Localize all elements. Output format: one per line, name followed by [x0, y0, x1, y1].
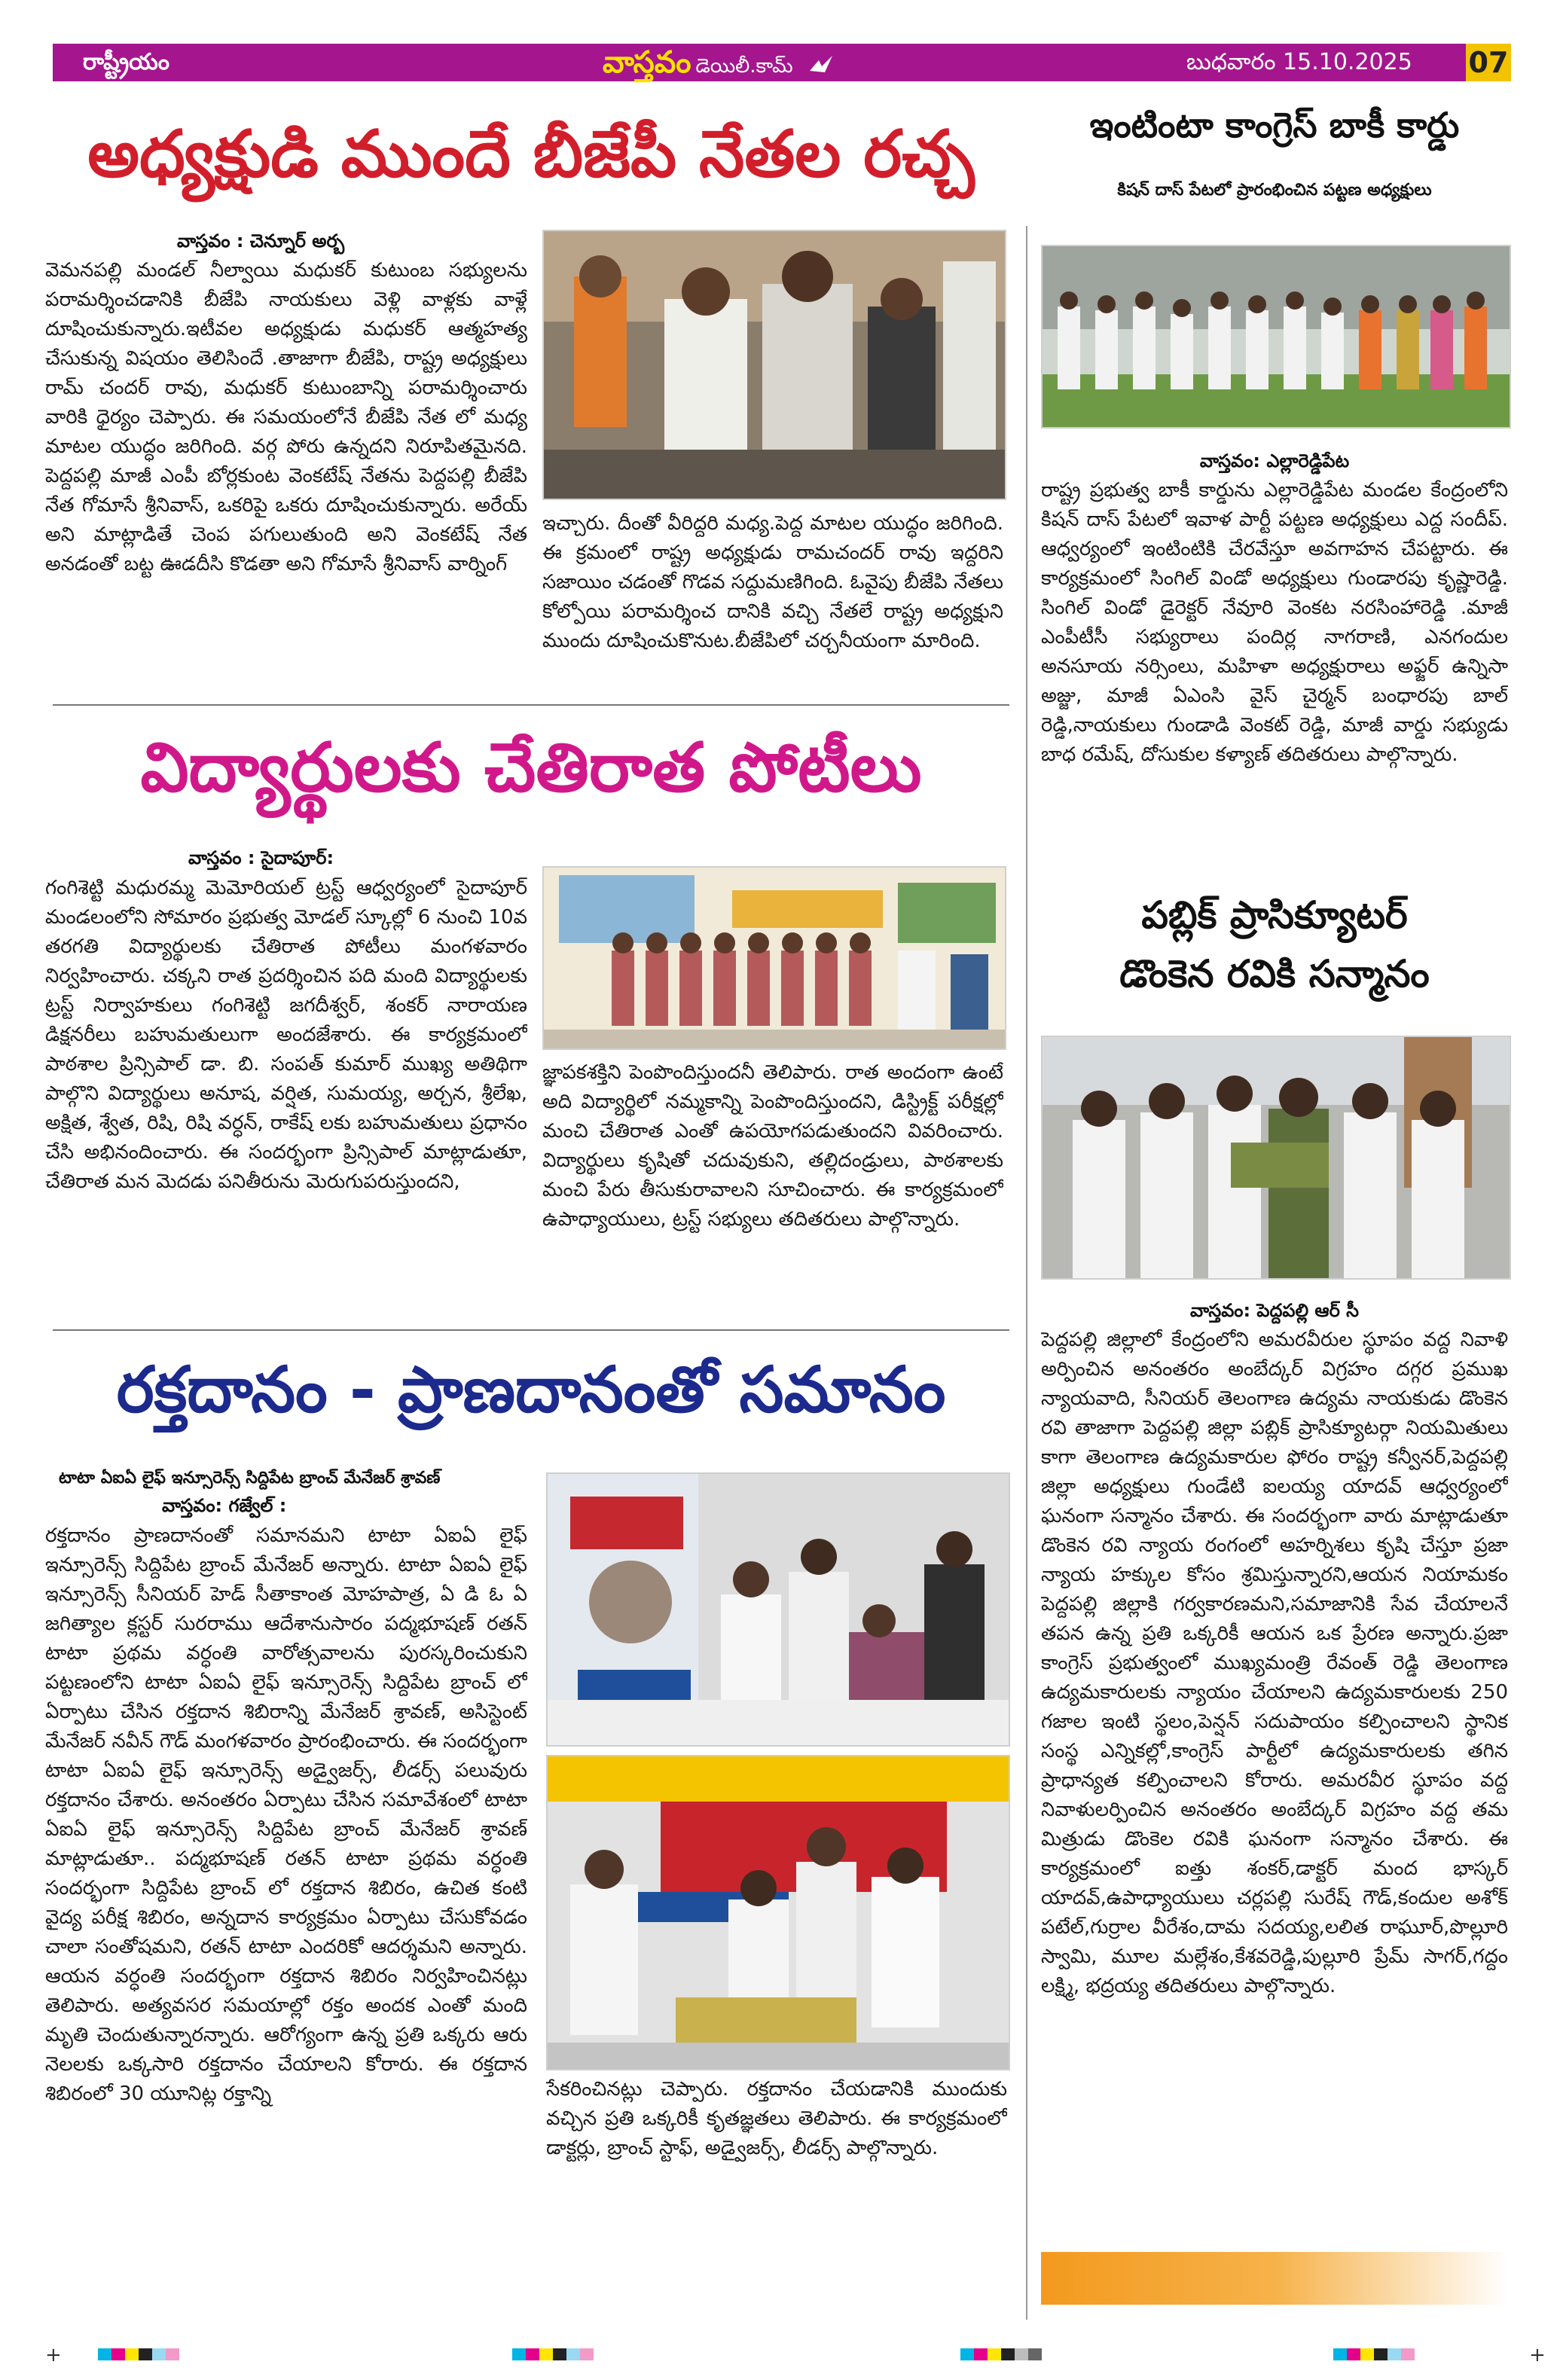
- story1-photo: [542, 230, 1006, 500]
- story4-body: రాష్ట్ర ప్రభుత్వ బాకీ కార్డును ఎల్లారెడ్డిపేట మండల కేంద్రంలోని కిషన్ దాస్ పేటలో ఇవాళ పార్టీ పట్టణ అధ్యక్షులు ఎద్ద సందీప్. ఆధ్వర్యంలో ఇంటింటికి చేరవేస్తూ అవగాహన చేపట్టారు. ఈ కార్యక్రమంలో సింగిల్ విండో అధ్యక్షులు గుండారపు కృష్ణారెడ్డి. సింగిల్ విండో డైరెక్టర్ నేవూరి వెంకట నరసింహారెడ్డి .మాజీ ఎంపీటీసీ సభ్యురాలు పందిర్ల నాగరాణి, ఎనగందుల అనసూయ నర్సింలు, మహిళా అధ్యక్షురాలు అఫ్జర్ ఉన్నిసా అజ్జు, మాజీ ఏఎంసి వైస్ చైర్మన్ బంధారపు బాల్ రెడ్డి,నాయకులు గుండాడి వెంకట్ రెడ్డి, మాజీ వార్డు సభ్యుడు బాధ రమేష్, దోసుకుల కళ్యాణ్ తదితరులు పాల్గొన్నారు.: [1041, 479, 1508, 766]
- story1-body-left: వెమనపల్లి మండల్ నీల్వాయి మధుకర్ కుటుంబ సభ్యులను పరామర్శించడానికి బీజేపి నాయకులు వెళ్లి వాళ్లకు వాళ్లే దూషించుకున్నారు.ఇటీవల అధ్యక్షుడు మధుకర్ ఆత్మహత్య చేసుకున్న విషయం తెలిసిందే .తాజాగా బీజేపి, రాష్ట్ర అధ్యక్షులు రామ్ చందర్ రావు, మధుకర్ కుటుంబాన్ని పరామర్శించారు వారికి ధైర్యం చెప్పారు. ఈ సమయంలోనే బీజేపి నేత లో మధ్య మాటల యుద్ధం జరిగింది. వర్గ పోరు ఉన్నదని నిరూపితమైనది. పెద్దపల్లి మాజీ ఎంపీ బోర్లకుంట వెంకటేష్ నేతను పెద్దపల్లి బీజేపి నేత గోమాసే శ్రీనివాస్, ఒకరిపై ఒకరు దూషించుకున్నారు. అరేయ్ అని మాట్లాడితే చెంప పగులుతుంది అని వెంకటేష్ నేత అనడంతో బట్ట ఊడదీసి కొడతా అని గోమాసే శ్రీనివాస్ వార్నింగ్: [45, 259, 527, 575]
- story5-headline-line1: పబ్లిక్ ప్రాసిక్యూటర్: [1141, 893, 1408, 937]
- story5-body: పెద్దపల్లి జిల్లాలో కేంద్రంలోని అమరవీరుల స్థూపం వద్ద నివాళి అర్పించిన అనంతరం అంబేద్కర్ విగ్రహం దగ్గర ప్రముఖ న్యాయవాది, సీనియర్ తెలంగాణ ఉద్యమ నాయకుడు డొంకెన రవి తాజాగా పెద్దపల్లి జిల్లా పబ్లిక్ ప్రాసిక్యూటర్గా నియమితులు కాగా తెలంగాణ ఉద్యమకారుల ఫోరం రాష్ట్ర కన్వీనర్,పెద్దపల్లి జిల్లా అధ్యక్షులు గుండేటి ఐలయ్య యాదవ్ ఆధ్వర్యంలో ఘనంగా సన్మానం చేశారు. ఈ సందర్భంగా వారు మాట్లాడుతూ డొంకెన రవి న్యాయ రంగంలో అహర్నిశలు కృషి చేస్తూ ప్రజా న్యాయ హక్కుల కోసం శ్రమిస్తున్నారని,ఆయన నియామకం పెద్దపల్లి జిల్లాకి గర్వకారణమని,సమాజానికి సేవ చేయాలనే తపన ఉన్న ప్రతి ఒక్కరికీ ఆయన ఒక ప్రేరణ అన్నారు.ప్రజా కాంగ్రెస్ ప్రభుత్వంలో ముఖ్యమంత్రి రేవంత్ రెడ్డి తెలంగాణ ఉద్యమకారులకు న్యాయం చేయాలని ఉద్యమకారులకు 250 గజాల ఇంటి స్థలం,పెన్షన్ సదుపాయం కల్పించాలని స్థానిక సంస్థ ఎన్నికల్లో,కాంగ్రెస్ పార్టీలో ఉద్యమకారులకు తగిన ప్రాధాన్యత కల్పించాలని కోరారు. అమరవీర స్థూపం వద్ద నివాళులర్పించిన అనంతరం అంబేద్కర్ విగ్రహం వద్ద తమ మిత్రుడు డొంకెల రవికి ఘనంగా సన్మానం చేశారు. ఈ కార్యక్రమంలో ఐత్తు శంకర్,డాక్టర్ మంద భాస్కర్ యాదవ్,ఉపాధ్యాయులు చర్లపల్లి సురేష్ గౌడ్,కందుల అశోక్ పటేల్,గుర్రాల వీరేశం,దామ సదయ్య,లలిత రాఘూర్,పొల్లూరి స్వామి, మూల మల్లేశం,కేశవరెడ్డి,పుల్లూరి ప్రేమ్ సాగర్,గద్దం లక్ష్మి, భద్రయ్య తదితరులు పాల్గొన్నారు.: [1041, 1329, 1508, 1997]
- masthead: [603, 44, 834, 81]
- story4-photo: [1041, 245, 1511, 429]
- story3-body-right: సేకరించినట్లు చెప్పారు. రక్తదానం చేయడానికి ముందుకు వచ్చిన ప్రతి ఒక్కరికీ కృతజ్ఞతలు తెలిపారు. ఈ కార్యక్రమంలో డాక్టర్లు, బ్రాంచ్ స్టాఫ్, అడ్వైజర్స్, లీడర్స్ పాల్గొన్నారు.: [546, 2078, 1007, 2159]
- story5-headline-line2: డొంకెన రవికి సన్మానం: [1119, 952, 1430, 996]
- bird-logo-icon: [808, 53, 834, 75]
- advertisement-strip: [1041, 2252, 1508, 2305]
- story2-headline: విద్యార్థులకు చేతిరాత పోటీలు: [140, 728, 922, 807]
- registration-mark: +: [45, 2344, 62, 2366]
- print-color-bar: [1333, 2348, 1415, 2360]
- masthead-title: వాస్తవం: [603, 45, 691, 80]
- story1-byline: వాస్తవం : చెన్నూర్ అర్బ: [177, 230, 345, 252]
- divider: [53, 1329, 1009, 1331]
- story3-headline: రక్తదానం - ప్రాణదానంతో సమానం: [116, 1353, 946, 1426]
- story3-photo-2: [546, 1755, 1010, 2070]
- print-color-bar: [98, 2348, 179, 2360]
- story1-body-right: ఇచ్చారు. దీంతో వీరిద్దరి మధ్య.పెద్ద మాటల యుద్ధం జరిగింది. ఈ క్రమంలో రాష్ట్ర అధ్యక్షుడు రామచందర్ రావు ఇద్దరిని సజాయిం చడంతో గొడవ సద్దుమణిగింది. ఓవైపు బీజేపి నేతలు కోల్పోయి పరామర్శించ దానికి వచ్చి నేతలే రాష్ట్ర అధ్యక్షుని ముందు దూషించుకొనుట.బీజేపిలో చర్చనీయంగా మారింది.: [542, 512, 1003, 652]
- column-divider: [1026, 226, 1027, 2320]
- masthead-sub: డెయిలీ.కామ్: [695, 55, 793, 78]
- story2-byline: వాస్తవం : సైదాపూర్:: [188, 847, 334, 868]
- registration-mark: +: [1529, 2344, 1546, 2366]
- story4-subhead: కిషన్ దాస్ పేటలో ప్రారంభించిన పట్టణ అధ్యక్షులు: [1117, 181, 1432, 200]
- story3-photo-1: [546, 1472, 1010, 1747]
- story4-headline: ఇంటింటా కాంగ్రెస్ బాకీ కార్డు: [1089, 105, 1460, 145]
- divider: [53, 704, 1009, 706]
- story5-photo: [1041, 1036, 1511, 1280]
- story2-body-right: జ్ఞాపకశక్తిని పెంపొందిస్తుందనీ తెలిపారు. రాత అందంగా ఉంటే అది విద్యార్థిలో నమ్మకాన్ని పెంపొందిస్తుందని, డిస్ట్రిక్ట్ పరీక్షల్లో మంచి చేతిరాత ఎంతో ఉపయోగపడుతుందని వివరించారు. విద్యార్థులు కృషితో చదువుకుని, తల్లిదండ్రులు, పాఠశాలకు మంచి పేరు తీసుకురావాలని సూచించారు. ఈ కార్యక్రమంలో ఉపాధ్యాయులు, ట్రస్ట్ సభ్యులు తదితరులు పాల్గొన్నారు.: [542, 1061, 1003, 1231]
- story2-photo: [542, 866, 1006, 1050]
- story3-subhead: టాటా ఏఐఏ లైఫ్ ఇన్సూరెన్స్ సిద్దిపేట బ్రాంచ్ మేనేజర్ శ్రావణ్: [59, 1469, 441, 1488]
- issue-date: బుధవారం 15.10.2025: [1186, 49, 1412, 75]
- page-number: 07: [1466, 44, 1511, 81]
- print-color-bar: [512, 2348, 594, 2360]
- story4-byline: వాస్తవం: ఎల్లారెడ్డిపేట: [1199, 450, 1350, 471]
- story3-byline: వాస్తవం: గజ్వేల్ :: [162, 1495, 287, 1516]
- section-label: రాష్ట్రీయం: [83, 49, 169, 75]
- story2-body-left: గంగిశెట్టి మధురమ్మ మెమోరియల్ ట్రస్ట్ ఆధ్వర్యంలో సైదాపూర్ మండలంలోని సోమారం ప్రభుత్వ మోడల్ స్కూల్లో 6 నుంచి 10వ తరగతి విద్యార్థులకు చేతిరాత పోటీలు మంగళవారం నిర్వహించారు. చక్కని రాత ప్రదర్శించిన పది మంది విద్యార్థులకు ట్రస్ట్ నిర్వాహకులు గంగిశెట్టి జగదీశ్వర్, శంకర్ నారాయణ డిక్షనరీలు బహుమతులుగా అందజేశారు. ఈ కార్యక్రమంలో పాఠశాల ప్రిన్సిపాల్ డా. బి. సంపత్ కుమార్ ముఖ్య అతిథిగా పాల్గొని విద్యార్థులు అనూష, వర్షిత, సుమయ్య, అర్చన, శ్రీలేఖ, అక్షిత, శ్వేత, రిషి, రిషి వర్ధన్, రాకేష్ లకు బహుమతులు ప్రధానం చేసి అభినందించారు. ఈ సందర్భంగా ప్రిన్సిపాల్ మాట్లాడుతూ, చేతిరాత మన మెదడు పనితీరును మెరుగుపరుస్తుందని,: [45, 877, 527, 1193]
- story5-byline: వాస్తవం: పెద్దపల్లి ఆర్ సీ: [1189, 1300, 1360, 1321]
- story3-body-left: రక్తదానం ప్రాణదానంతో సమానమని టాటా ఏఐఏ లైఫ్ ఇన్సూరెన్స్ సిద్దిపేట బ్రాంచ్ మేనేజర్ అన్నారు. టాటా ఏఐఏ లైఫ్ ఇన్సూరెన్స్ సీనియర్ హెడ్ సీతాకాంత మోహపాత్ర, ఏ డి ఓ ఏ జగిత్యాల క్లస్టర్ సురరాము ఆదేశానుసారం పద్మభూషణ్ రతన్ టాటా ప్రథమ వర్ధంతి వారోత్సవాలను పురస్కరించుకుని పట్టణంలోని టాటా ఏఐఏ లైఫ్ ఇన్సూరెన్స్ సిద్దిపేట బ్రాంచ్ లో ఏర్పాటు చేసిన రక్తదాన శిబిరాన్ని మేనేజర్ శ్రావణ్, అసిస్టెంట్ మేనేజర్ నవీన్ గౌడ్ మంగళవారం ప్రారంభించారు. ఈ సందర్భంగా టాటా ఏఐఏ లైఫ్ ఇన్సూరెన్స్ అడ్వైజర్స్, లీడర్స్ పలువురు రక్తదానం చేశారు. అనంతరం ఏర్పాటు చేసిన సమావేశంలో టాటా ఏఐఏ లైఫ్ ఇన్సూరెన్స్ సిద్దిపేట బ్రాంచ్ మేనేజర్ శ్రావణ్ మాట్లాడుతూ.. పద్మభూషణ్ రతన్ టాటా ప్రథమ వర్ధంతి సందర్భంగా సిద్దిపేట బ్రాంచ్ లో రక్తదాన శిబిరం, ఉచిత కంటి వైద్య పరీక్ష శిబిరం, అన్నదాన కార్యక్రమం ఏర్పాటు చేసుకోవడం చాలా సంతోషమని, రతన్ టాటా ఎందరికో ఆదర్శమని అన్నారు. ఆయన వర్ధంతి సందర్భంగా రక్తదాన శిబిరం నిర్వహించినట్లు తెలిపారు. అత్యవసర సమయాల్లో రక్తం అందక ఎంతో మంది మృతి చెందుతున్నారన్నారు. ఆరోగ్యంగా ఉన్న ప్రతి ఒక్కరు ఆరు నెలలకు ఒక్కసారి రక్తదానం చేయాలని కోరారు. ఈ రక్తదాన శిబిరంలో 30 యూనిట్ల రక్తాన్ని: [45, 1524, 527, 2105]
- print-color-bar: [960, 2348, 1042, 2360]
- story1-headline: అధ్యక్షుడి ముందే బీజేపీ నేతల రచ్చ: [87, 117, 975, 192]
